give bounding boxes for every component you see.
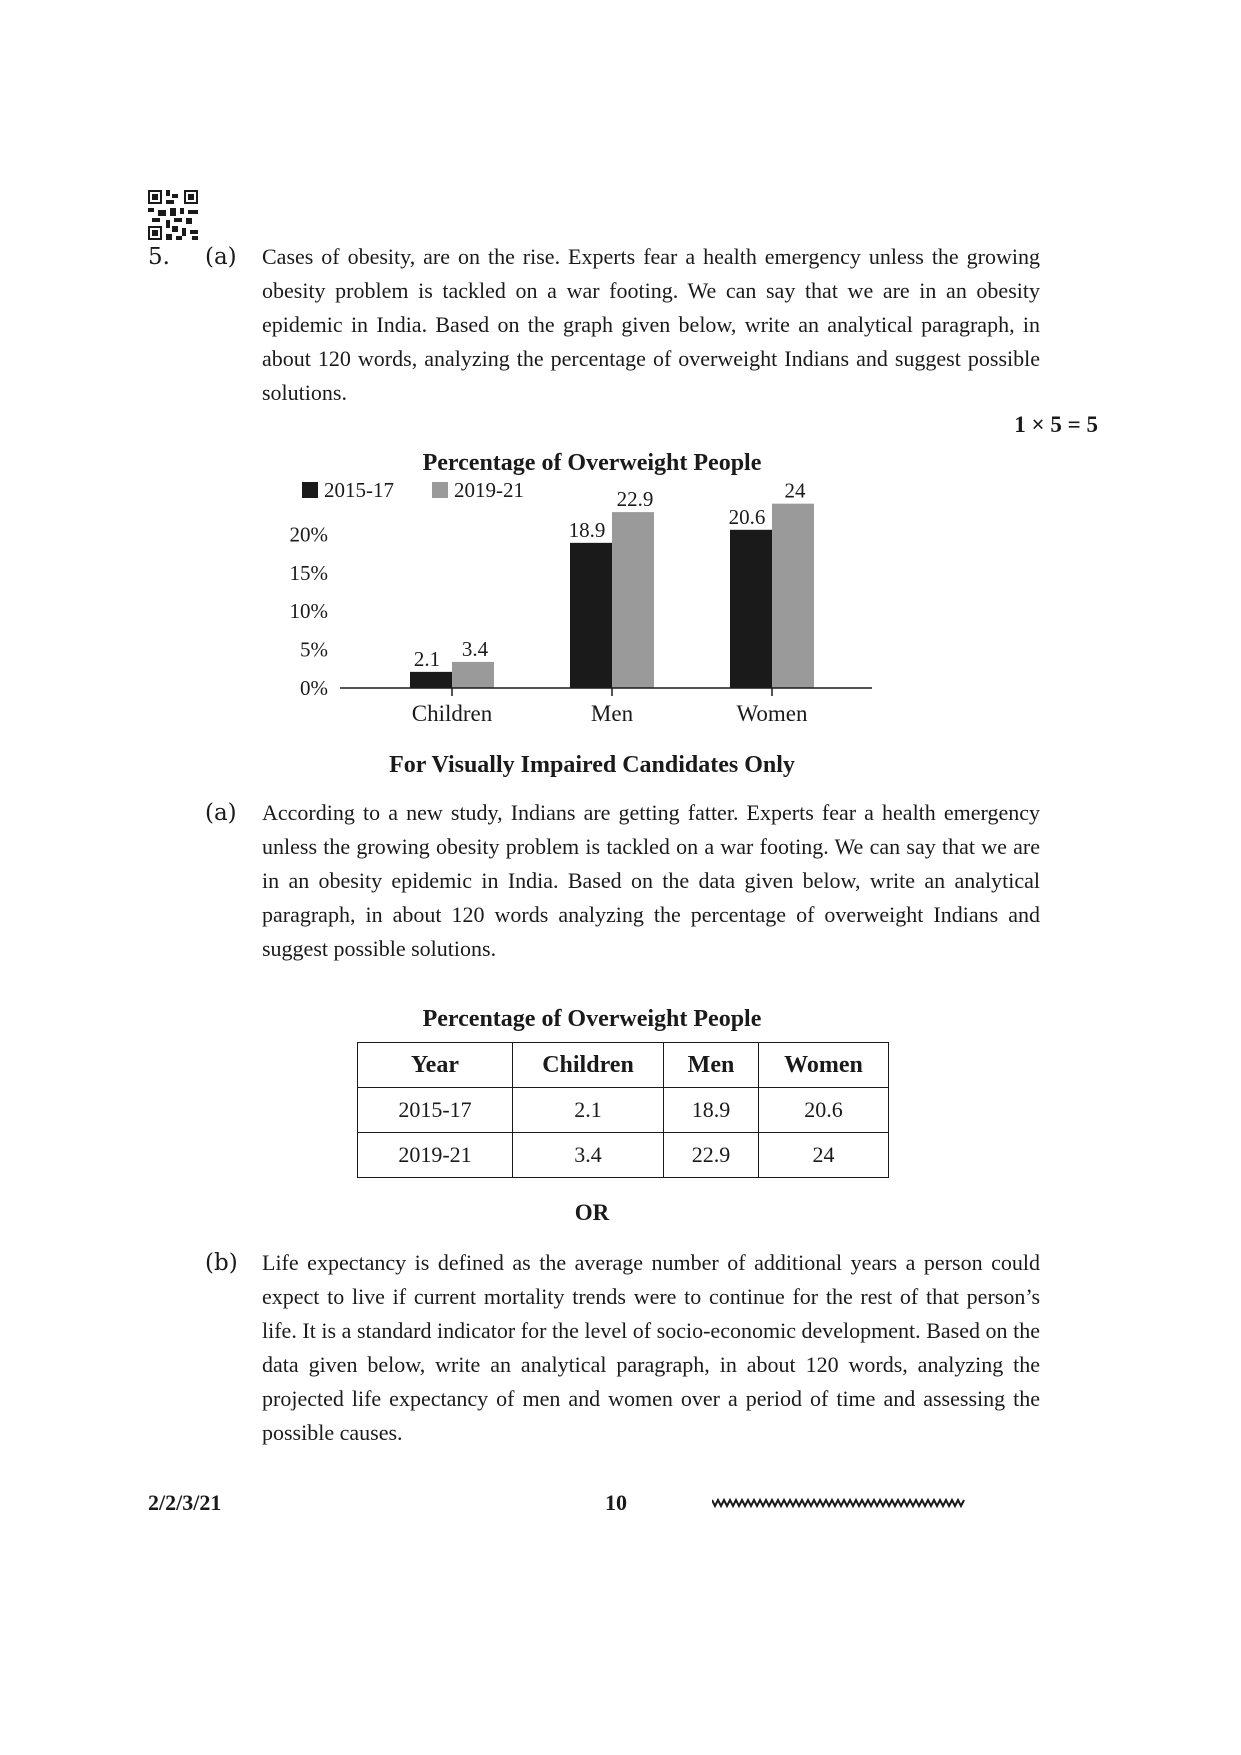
y-tick-label: 0% (300, 676, 328, 700)
table-title: Percentage of Overweight People (422, 1006, 762, 1032)
data-label: 18.9 (568, 517, 606, 542)
bar (410, 672, 452, 688)
bar (452, 662, 494, 688)
wavy-line-decoration (712, 1496, 972, 1510)
data-label: 3.4 (461, 636, 489, 661)
legend-label: 2015-17 (324, 480, 394, 502)
table-cell: 2.1 (513, 1088, 664, 1133)
bar (570, 543, 612, 688)
table-row (358, 1133, 889, 1178)
x-tick-label: Men (590, 701, 634, 726)
header-children: Children (513, 1043, 664, 1088)
table-header-row (358, 1043, 889, 1088)
data-label: 20.6 (728, 504, 766, 529)
table-cell: 3.4 (513, 1133, 664, 1178)
bar (612, 512, 654, 688)
y-tick-label: 5% (300, 637, 328, 662)
bar-chart (290, 480, 890, 745)
header-year: Year (358, 1043, 513, 1088)
legend-label: 2019-21 (454, 480, 524, 502)
chart-bars (410, 480, 814, 688)
bar (730, 530, 772, 688)
header-women: Women (759, 1043, 889, 1088)
chart-legend (302, 480, 524, 502)
y-tick-label: 15% (290, 560, 328, 585)
chart-title: Percentage of Overweight People (422, 450, 762, 476)
bar (772, 504, 814, 688)
y-tick-label: 20% (290, 522, 328, 547)
marks-allocation: 1 × 5 = 5 (1014, 412, 1098, 437)
legend-swatch (302, 482, 318, 498)
vi-part-a-label: (a) (205, 800, 237, 826)
paper-code: 2/2/3/21 (148, 1490, 222, 1515)
table-cell: 20.6 (759, 1088, 889, 1133)
data-table (357, 1042, 889, 1178)
header-men: Men (664, 1043, 759, 1088)
question-number: 5. (148, 244, 170, 270)
table-cell: 2015-17 (358, 1088, 513, 1133)
or-separator: OR (574, 1200, 610, 1225)
table-cell: 22.9 (664, 1133, 759, 1178)
data-label: 22.9 (616, 487, 654, 512)
page-number: 10 (605, 1490, 627, 1515)
y-tick-label: 10% (290, 599, 328, 624)
visually-impaired-heading: For Visually Impaired Candidates Only (389, 752, 795, 778)
part-a-label: (a) (205, 244, 237, 270)
table-cell: 18.9 (664, 1088, 759, 1133)
qr-code-icon (148, 190, 198, 240)
x-tick-label: Women (736, 701, 808, 726)
data-label: 24 (784, 480, 806, 503)
data-label: 2.1 (413, 646, 441, 671)
x-tick-label: Children (411, 701, 493, 726)
table-row (358, 1088, 889, 1133)
vi-part-a-text: According to a new study, Indians are getting fatter. Experts fear a health emergency unless the growing obesity problem is tackled on a war footing. We can say that we are in an obesity epidemic in India. Based on the data given below, write an analytical paragraph, in about 120 words analyzing the percentage of overweight Indians and suggest possible solutions. (262, 800, 1040, 961)
part-b-label: (b) (205, 1250, 238, 1276)
part-b-text: Life expectancy is defined as the average number of additional years a person could expect to live if current mortality trends were to continue for the rest of that person’s life. It is a standard indicator for the level of socio-economic development. Based on the data given below, write an analytical paragraph, in about 120 words, analyzing the projected life expectancy of men and women over a period of time and assessing the possible causes. (262, 1250, 1040, 1445)
x-axis (340, 688, 872, 726)
table-cell: 24 (759, 1133, 889, 1178)
table-cell: 2019-21 (358, 1133, 513, 1178)
y-axis (290, 522, 328, 700)
legend-swatch (432, 482, 448, 498)
part-a-text: Cases of obesity, are on the rise. Experts fear a health emergency unless the growing obesity problem is tackled on a war footing. We can say that we are in an obesity epidemic in India. Based on the graph given below, write an analytical paragraph, in about 120 words, analyzing the percentage of overweight Indians and suggest possible solutions. (262, 244, 1040, 405)
